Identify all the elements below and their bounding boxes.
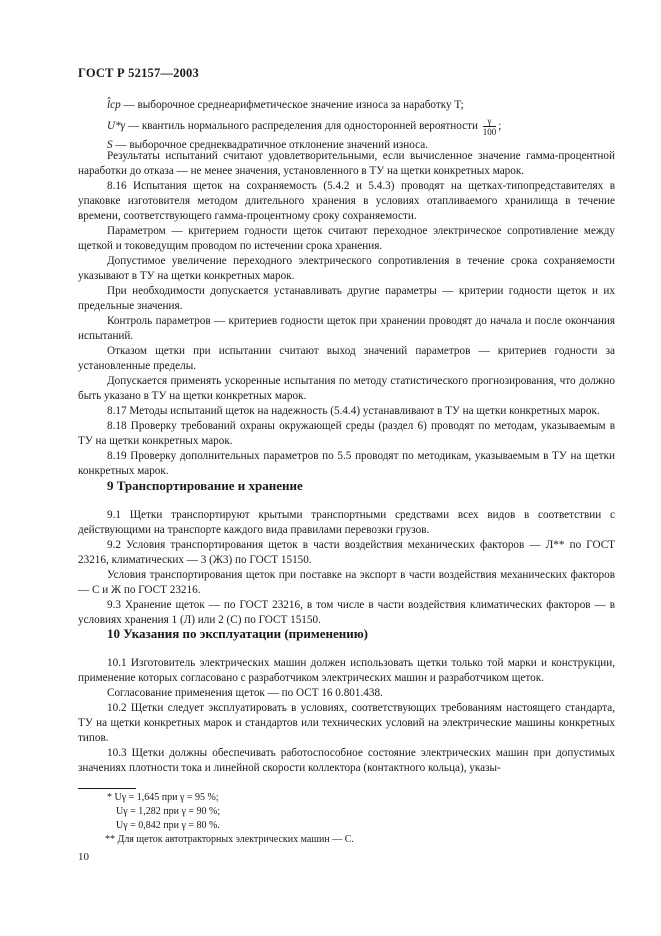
section-9	[78, 478, 615, 628]
section-10-title: 10 Указания по эксплуатации (применению)	[107, 626, 369, 641]
paragraph: Отказом щетки при испытании считают выход значений параметров — критериев годности за установленные пределы.	[78, 345, 615, 372]
section-10	[78, 626, 615, 776]
paragraph-9-1: 9.1 Щетки транспортируют крытыми транспортными средствами всех видов в соответствии с действующими на транспорте каждого вида правилами перевозки грузов.	[78, 509, 615, 536]
paragraph-8-17: 8.17 Методы испытаний щеток на надежность (5.4.4) устанавливают в ТУ на щетки конкретных марок.	[107, 405, 600, 417]
symbol: l̂ср	[107, 99, 121, 111]
footnote: Uγ = 0,842 при γ = 80 %.	[116, 820, 220, 831]
definition-l-cp	[78, 98, 615, 113]
symbol: S	[107, 139, 113, 151]
fraction-numerator: γ	[483, 116, 497, 127]
symbol: U*γ	[107, 120, 126, 133]
paragraph: Контроль параметров — критериев годности щеток при хранении проводят до начала и после окончания испытаний.	[78, 315, 615, 342]
paragraph-10-3: 10.3 Щетки должны обеспечивать работоспособное состояние электрических машин при допустимых значениях плотности тока и линейной скорости коллектора (контактного кольца), указы-	[78, 747, 615, 774]
footnote: * Uγ = 1,645 при γ = 95 %;	[107, 792, 219, 803]
paragraph: Допускается применять ускоренные испытания по методу статистического прогнозирования, что должно быть указано в ТУ на щетки конкретных марок.	[78, 375, 615, 402]
paragraph: Параметром — критерием годности щеток считают переходное электрическое сопротивление между щеткой и токоведущим проводом по истечении срока хранения.	[78, 225, 615, 252]
paragraph-10-2: 10.2 Щетки следует эксплуатировать в условиях, соответствующих требованиям настоящего стандарта, ТУ на щетки конкретных марок и стандартов или технических условий на электрические машины конкретных типов.	[78, 702, 615, 744]
definition-text: — выборочное среднеквадратичное отклонение значений износа.	[115, 139, 429, 151]
section-8-paragraphs	[78, 149, 615, 479]
section-9-title: 9 Транспортирование и хранение	[107, 478, 303, 493]
standard-header: ГОСТ Р 52157—2003	[78, 66, 199, 80]
fraction	[483, 116, 497, 137]
footnotes	[78, 791, 615, 847]
definition-text: — квантиль нормального распределения для односторонней вероятности	[127, 120, 478, 133]
paragraph-8-16: 8.16 Испытания щеток на сохраняемость (5.4.2 и 5.4.3) проводят на щетках-типопредставителях в упаковке изготовителя методом длительного хранения в условиях отапливаемого хранилища в течение времени, соответствующего гамма-процентному сроку сохраняемости.	[78, 180, 615, 222]
definition-u-gamma	[78, 116, 615, 137]
page-number: 10	[78, 851, 89, 863]
paragraph-9-3: 9.3 Хранение щеток — по ГОСТ 23216, в том числе в части воздействия климатических факторов — в условиях хранения 1 (Л) или 2 (С) по ГОСТ 15150.	[78, 599, 615, 626]
paragraph-10-1: 10.1 Изготовитель электрических машин должен использовать щетки только той марки и конструкции, применение которых согласовано с разработчиком электрических машин и разработчиком щеток.	[78, 657, 615, 684]
paragraph-9-2: 9.2 Условия транспортирования щеток в части воздействия механических факторов — Л** по ГОСТ 23216, климатических — 3 (Ж3) по ГОСТ 15150.	[78, 539, 615, 566]
definitions	[78, 96, 615, 153]
definition-tail: ;	[498, 120, 502, 133]
fraction-denominator: 100	[482, 127, 497, 137]
paragraph: Результаты испытаний считают удовлетворительными, если вычисленное значение гамма-процентной наработки до отказа — не менее значения, установленного в ТУ на щетки конкретных марок.	[78, 150, 615, 177]
paragraph: Согласование применения щеток — по ОСТ 16 0.801.438.	[107, 687, 383, 699]
paragraph: При необходимости допускается устанавливать другие параметры — критерии годности щеток и их предельные значения.	[78, 285, 615, 312]
footnote: Uγ = 1,282 при γ = 90 %;	[116, 806, 221, 817]
footnote-rule	[78, 788, 136, 789]
paragraph-8-19: 8.19 Проверку дополнительных параметров по 5.5 проводят по методикам, указываемым в ТУ на щетки конкретных марок.	[78, 450, 615, 477]
paragraph: Допустимое увеличение переходного электрического сопротивления в течение срока сохраняемости указывают в ТУ на щетки конкретных марок.	[78, 255, 615, 282]
paragraph-8-18: 8.18 Проверку требований охраны окружающей среды (раздел 6) проводят по методам, указываемым в ТУ на щетки конкретных марок.	[78, 420, 615, 447]
paragraph: Условия транспортирования щеток при поставке на экспорт в части воздействия механических факторов — С и Ж по ГОСТ 23216.	[78, 569, 615, 596]
footnote: ** Для щеток автотракторных электрических машин — С.	[105, 834, 354, 845]
definition-text: — выборочное среднеарифметическое значение износа за наработку T;	[123, 99, 464, 111]
